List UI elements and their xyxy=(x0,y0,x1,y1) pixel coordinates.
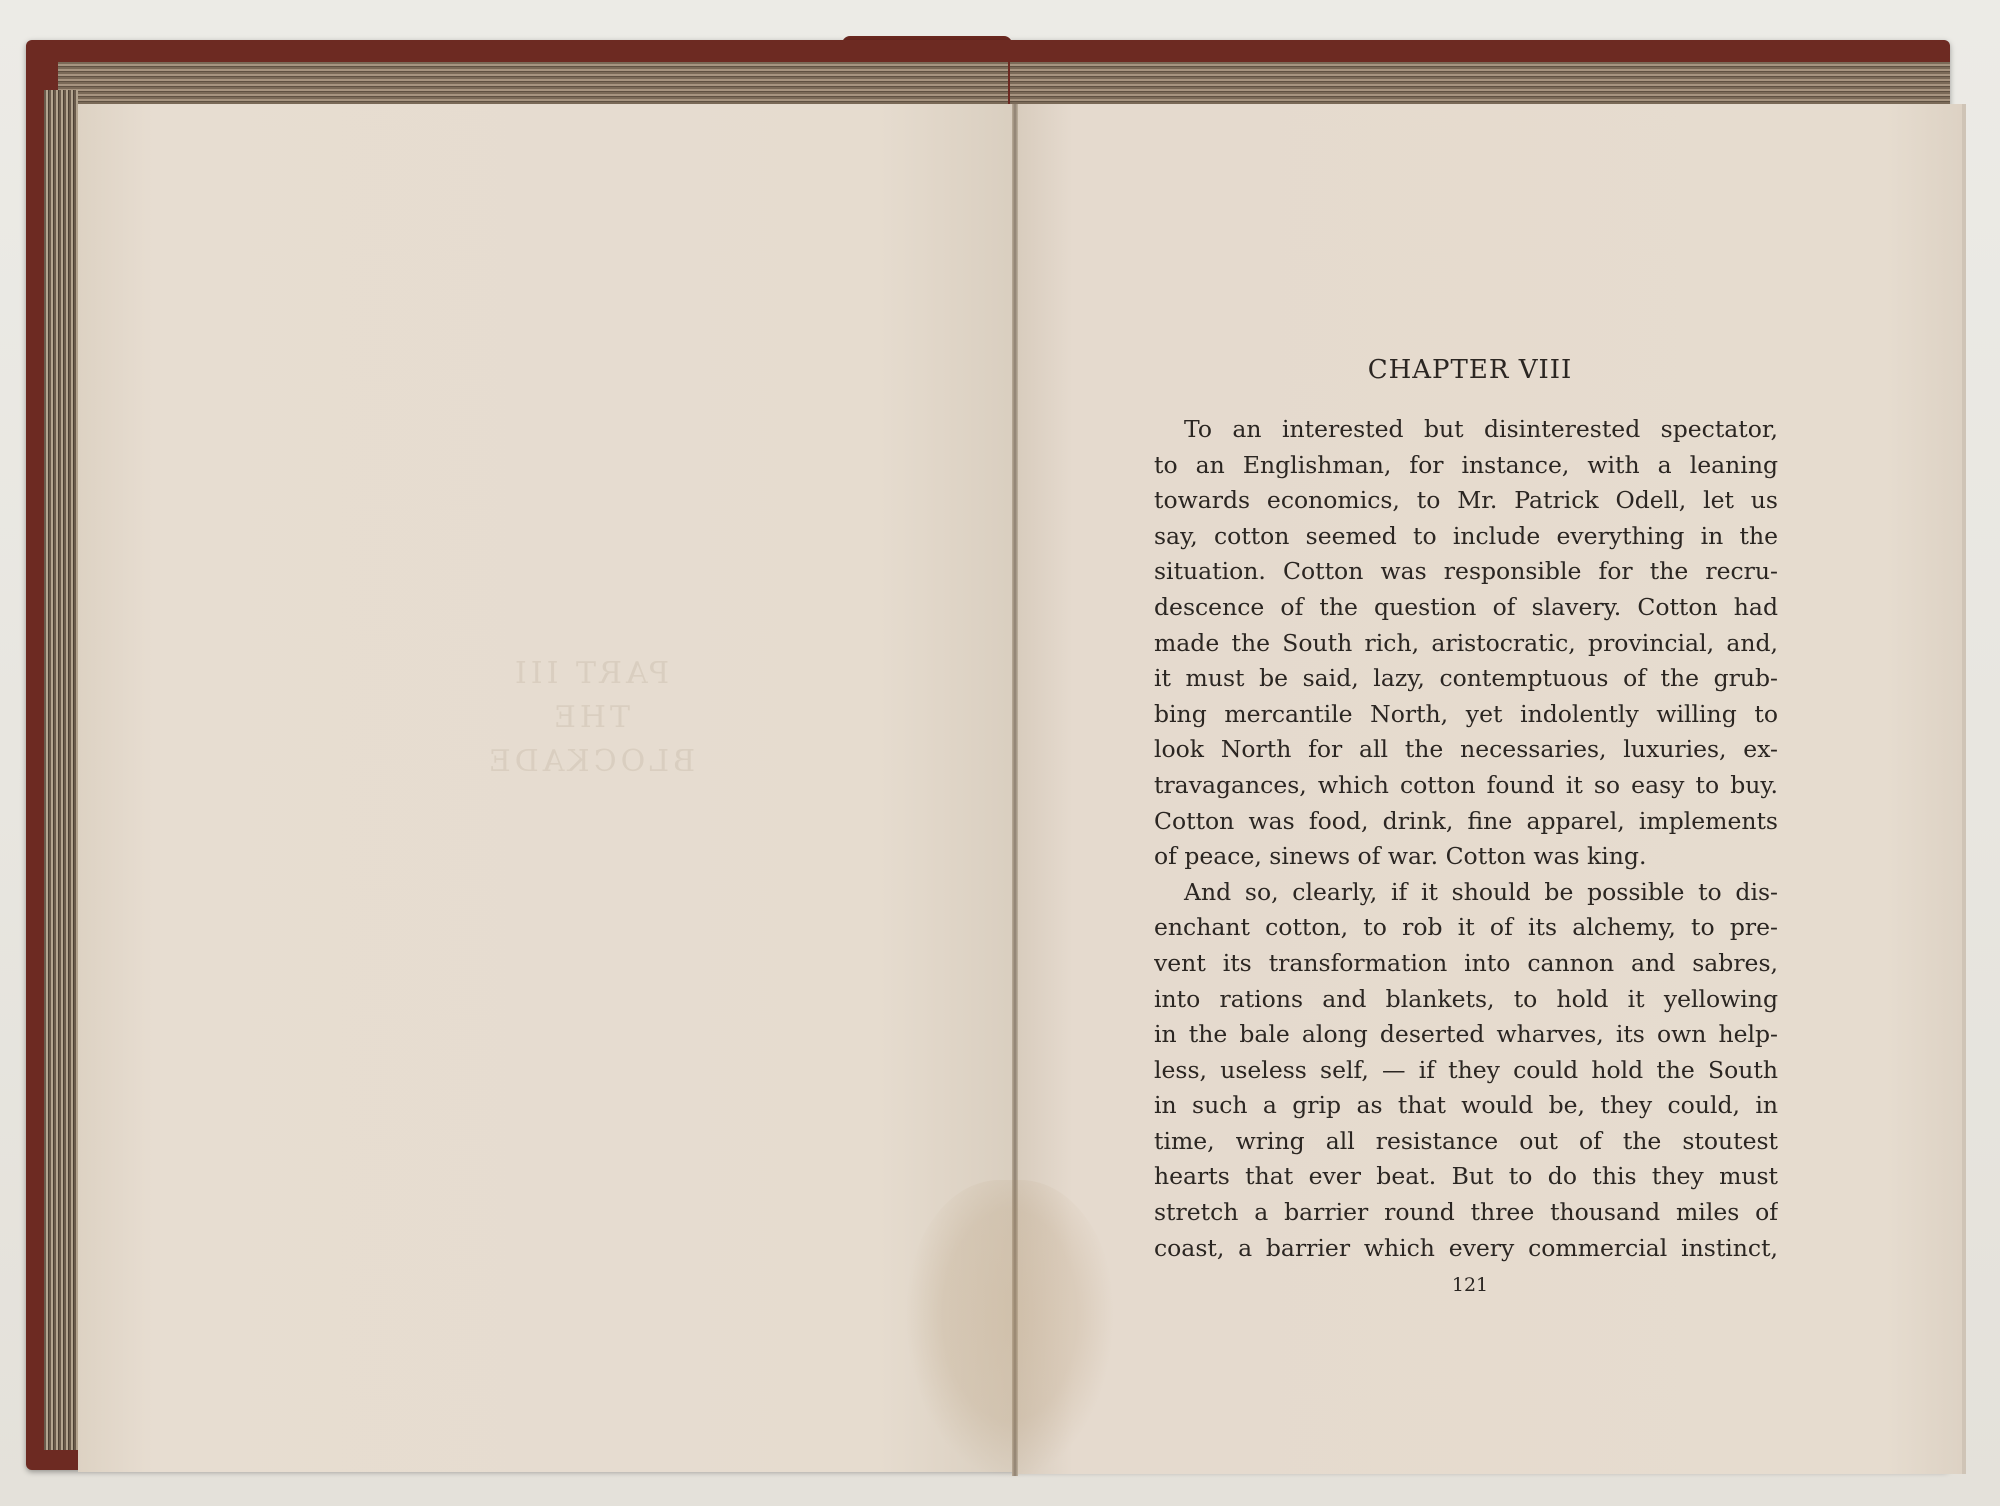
text-line: stretch a barrier round three thousand miles of xyxy=(1154,1198,1778,1227)
chapter-heading: CHAPTER VIII xyxy=(1367,355,1573,385)
text-line: towards economics, to Mr. Patrick Odell, let us xyxy=(1154,486,1778,515)
text-line: enchant cotton, to rob it of its alchemy, to pre- xyxy=(1154,913,1778,942)
left-page xyxy=(78,104,1018,1472)
text-line: travagances, which cotton found it so easy to buy. xyxy=(1154,770,1778,799)
text-line: bing mercantile North, yet indolently willing to xyxy=(1154,699,1778,728)
page-edges-right xyxy=(1010,62,1950,106)
text-line: it must be said, lazy, contemptuous of the grub- xyxy=(1154,664,1778,693)
page-number: 121 xyxy=(1451,1274,1489,1296)
show-through-text xyxy=(440,652,740,784)
text-line: And so, clearly, if it should be possible to dis- xyxy=(1184,877,1778,906)
show-through-line: PART III xyxy=(510,656,670,691)
text-line: To an interested but disinterested spectator, xyxy=(1184,415,1778,443)
text-line: situation. Cotton was responsible for the recru- xyxy=(1154,557,1778,586)
text-line: descence of the question of slavery. Cotton had xyxy=(1154,592,1778,621)
show-through-line: THE BLOCKADE xyxy=(484,700,696,779)
text-line: say, cotton seemed to include everything in the xyxy=(1154,521,1778,550)
text-line: made the South rich, aristocratic, provincial, and, xyxy=(1154,628,1778,657)
text-line: in such a grip as that would be, they could, in xyxy=(1154,1091,1778,1120)
text-line: to an Englishman, for instance, with a leaning xyxy=(1154,450,1778,479)
text-line: coast, a barrier which every commercial instinct, xyxy=(1154,1233,1778,1262)
body-text xyxy=(1154,412,1778,1266)
text-line: hearts that ever beat. But to do this they must xyxy=(1154,1162,1778,1191)
text-line: into rations and blankets, to hold it yellowing xyxy=(1154,984,1778,1013)
text-line: in the bale along deserted wharves, its own help- xyxy=(1154,1020,1778,1049)
text-line: vent its transformation into cannon and sabres, xyxy=(1154,948,1778,977)
page-edges-side xyxy=(44,90,78,1450)
text-line: look North for all the necessaries, luxuries, ex- xyxy=(1154,735,1778,764)
water-stain xyxy=(905,1180,1115,1480)
text-line: time, wring all resistance out of the stoutest xyxy=(1154,1126,1778,1155)
text-line: less, useless self, — if they could hold the South xyxy=(1154,1055,1778,1084)
text-line: of peace, sinews of war. Cotton was king. xyxy=(1154,842,1647,871)
page-edges-left xyxy=(58,62,1008,106)
text-line: Cotton was food, drink, fine apparel, implements xyxy=(1154,806,1778,835)
